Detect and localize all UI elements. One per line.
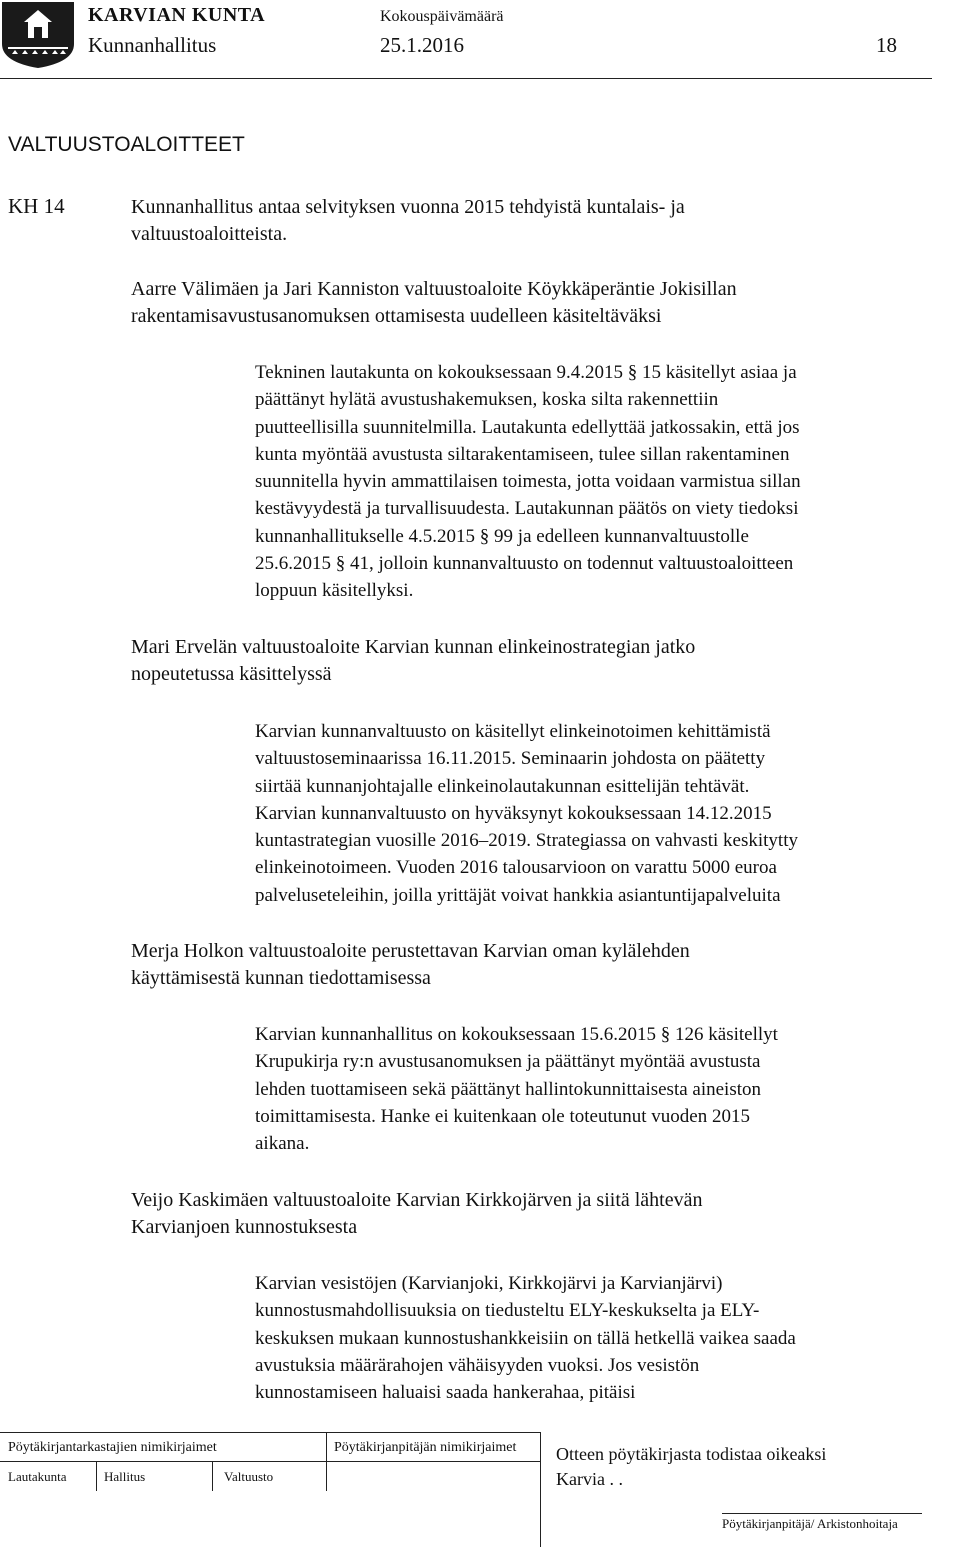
- initiative-heading: [131, 938, 891, 992]
- page-number: 18: [876, 33, 897, 57]
- body-line: siirtää kunnanjohtajalle elinkeinolautakunnan esittelijän tehtävät.: [255, 775, 750, 797]
- initiative-heading: [131, 1187, 891, 1241]
- keeper-initials-label: Pöytäkirjanpitäjän nimikirjaimet: [334, 1440, 517, 1455]
- footer-top-rule: [0, 1432, 540, 1433]
- intro-line: valtuustoaloitteista.: [131, 223, 288, 245]
- body-line: Karvian kunnanvaltuusto on käsitellyt elinkeinotoimen kehittämistä: [255, 721, 771, 742]
- municipality-coat-of-arms-logo: [0, 0, 76, 70]
- body-line: Tekninen lautakunta on kokouksessaan 9.4.2015 § 15 käsitellyt asiaa ja: [255, 362, 797, 383]
- body-line: Karvian kunnanvaltuusto on hyväksynyt kokouksessaan 14.12.2015: [255, 802, 772, 824]
- body-line: elinkeinotoimeen. Vuoden 2016 talousarvioon on varattu 5000 euroa: [255, 857, 777, 879]
- body-line: avustuksia määrärahojen vähäisyyden vuoksi. Jos vesistön: [255, 1354, 700, 1376]
- body-line: palveluseteleihin, joilla yrittäjät voivat hankkia asiantuntijapalveluita: [255, 884, 781, 906]
- item-intro: [131, 194, 831, 248]
- heading-line: rakentamisavustusanomuksen ottamisesta uudelleen käsiteltäväksi: [131, 305, 662, 327]
- initiative-body: [255, 1270, 945, 1406]
- board-name: Kunnanhallitus: [88, 33, 217, 57]
- meeting-date: 25.1.2016: [380, 33, 464, 57]
- heading-line: nopeutetussa käsittelyssä: [131, 663, 332, 685]
- heading-line: Karvianjoen kunnostuksesta: [131, 1216, 358, 1238]
- initiative-body: [255, 718, 945, 909]
- body-line: loppuun käsitellyksi.: [255, 580, 414, 602]
- certification-place-date: Karvia . .: [556, 1469, 623, 1489]
- footer-hallitus: Hallitus: [104, 1469, 146, 1484]
- body-line: kunnostamiseen haluaisi saada hankerahaa, pitäisi: [255, 1382, 636, 1404]
- body-line: päättänyt hylätä avustushakemuksen, koska silta rakennettiin: [255, 389, 719, 411]
- certification-signer: Pöytäkirjanpitäjä/ Arkistonhoitaja: [722, 1516, 898, 1531]
- initiative-heading: [131, 276, 891, 330]
- body-line: Krupukirja ry:n avustusanomuksen ja päättänyt myöntää avustusta: [255, 1051, 761, 1073]
- body-line: kunnanhallitukselle 4.5.2015 § 99 ja edelleen kunnanvaltuustolle: [255, 525, 749, 547]
- organization-name: KARVIAN KUNTA: [88, 4, 266, 26]
- heading-line: Merja Holkon valtuustoaloite perustettavan Karvian oman kylälehden: [131, 940, 690, 962]
- signature-line: [722, 1513, 922, 1514]
- item-number: KH 14: [8, 194, 65, 218]
- body-line: kunnostusmahdollisuuksia on tiedusteltu ELY-keskukselta ja ELY-: [255, 1300, 760, 1322]
- body-line: kestävyydestä ja turvallisuudesta. Lautakunnan päätös on viety tiedoksi: [255, 498, 799, 520]
- footer-divider: [212, 1461, 213, 1491]
- initiative-body: [255, 359, 945, 605]
- body-line: toimittamisesta. Hanke ei kuitenkaan ole toteutunut vuoden 2015: [255, 1105, 750, 1127]
- meeting-date-label: Kokouspäivämäärä: [380, 8, 504, 25]
- body-line: kunta myöntää avustusta siltarakentamiseen, tulee sillan rakentaminen: [255, 443, 790, 465]
- body-line: lehden tuottamiseen sekä päättänyt hallintokunnittaisesta aineiston: [255, 1078, 762, 1100]
- initiative-heading: [131, 634, 891, 688]
- heading-line: Mari Ervelän valtuustoaloite Karvian kunnan elinkeinostrategian jatko: [131, 636, 696, 658]
- heading-line: käyttämisestä kunnan tiedottamisessa: [131, 967, 431, 989]
- certification-text: Otteen pöytäkirjasta todistaa oikeaksi: [556, 1444, 827, 1464]
- section-title: VALTUUSTOALOITTEET: [8, 133, 245, 156]
- footer-valtuusto: Valtuusto: [224, 1469, 274, 1484]
- body-line: aikana.: [255, 1133, 310, 1155]
- heading-line: Aarre Välimäen ja Jari Kanniston valtuustoaloite Köykkäperäntie Jokisillan: [131, 278, 737, 300]
- intro-line: Kunnanhallitus antaa selvityksen vuonna 2015 tehdyistä kuntalais- ja: [131, 196, 685, 218]
- reviewers-initials-label: Pöytäkirjantarkastajien nimikirjaimet: [8, 1440, 217, 1455]
- body-line: keskuksen mukaan kunnostushankkeisiin on tällä hetkellä vaikea saada: [255, 1327, 796, 1349]
- body-line: Karvian kunnanhallitus on kokouksessaan 15.6.2015 § 126 käsitellyt: [255, 1024, 778, 1045]
- body-line: kuntastrategian vuosille 2016–2019. Strategiassa on vahvasti keskitytty: [255, 830, 798, 852]
- initiative-body: [255, 1021, 945, 1157]
- footer-lautakunta: Lautakunta: [8, 1469, 67, 1484]
- footer-mid-rule: [0, 1461, 540, 1462]
- body-line: suunnitella hyvin ammattilaisen toimesta, jotta voidaan varmistua sillan: [255, 471, 801, 493]
- header-divider: [0, 78, 932, 79]
- body-line: 25.6.2015 § 41, jolloin kunnanvaltuusto on todennut valtuustoaloitteen: [255, 553, 794, 575]
- footer-divider: [326, 1432, 327, 1461]
- body-line: puutteellisilla suunnitelmilla. Lautakunta edellyttää jatkossakin, että jos: [255, 416, 800, 438]
- footer-divider: [540, 1432, 541, 1547]
- footer-divider: [326, 1461, 327, 1491]
- body-line: Karvian vesistöjen (Karvianjoki, Kirkkojärvi ja Karvianjärvi): [255, 1273, 723, 1294]
- body-line: valtuustoseminaarissa 16.11.2015. Seminaarin johdosta on päätetty: [255, 748, 766, 770]
- heading-line: Veijo Kaskimäen valtuustoaloite Karvian Kirkkojärven ja siitä lähtevän: [131, 1189, 703, 1211]
- footer-divider: [96, 1461, 97, 1491]
